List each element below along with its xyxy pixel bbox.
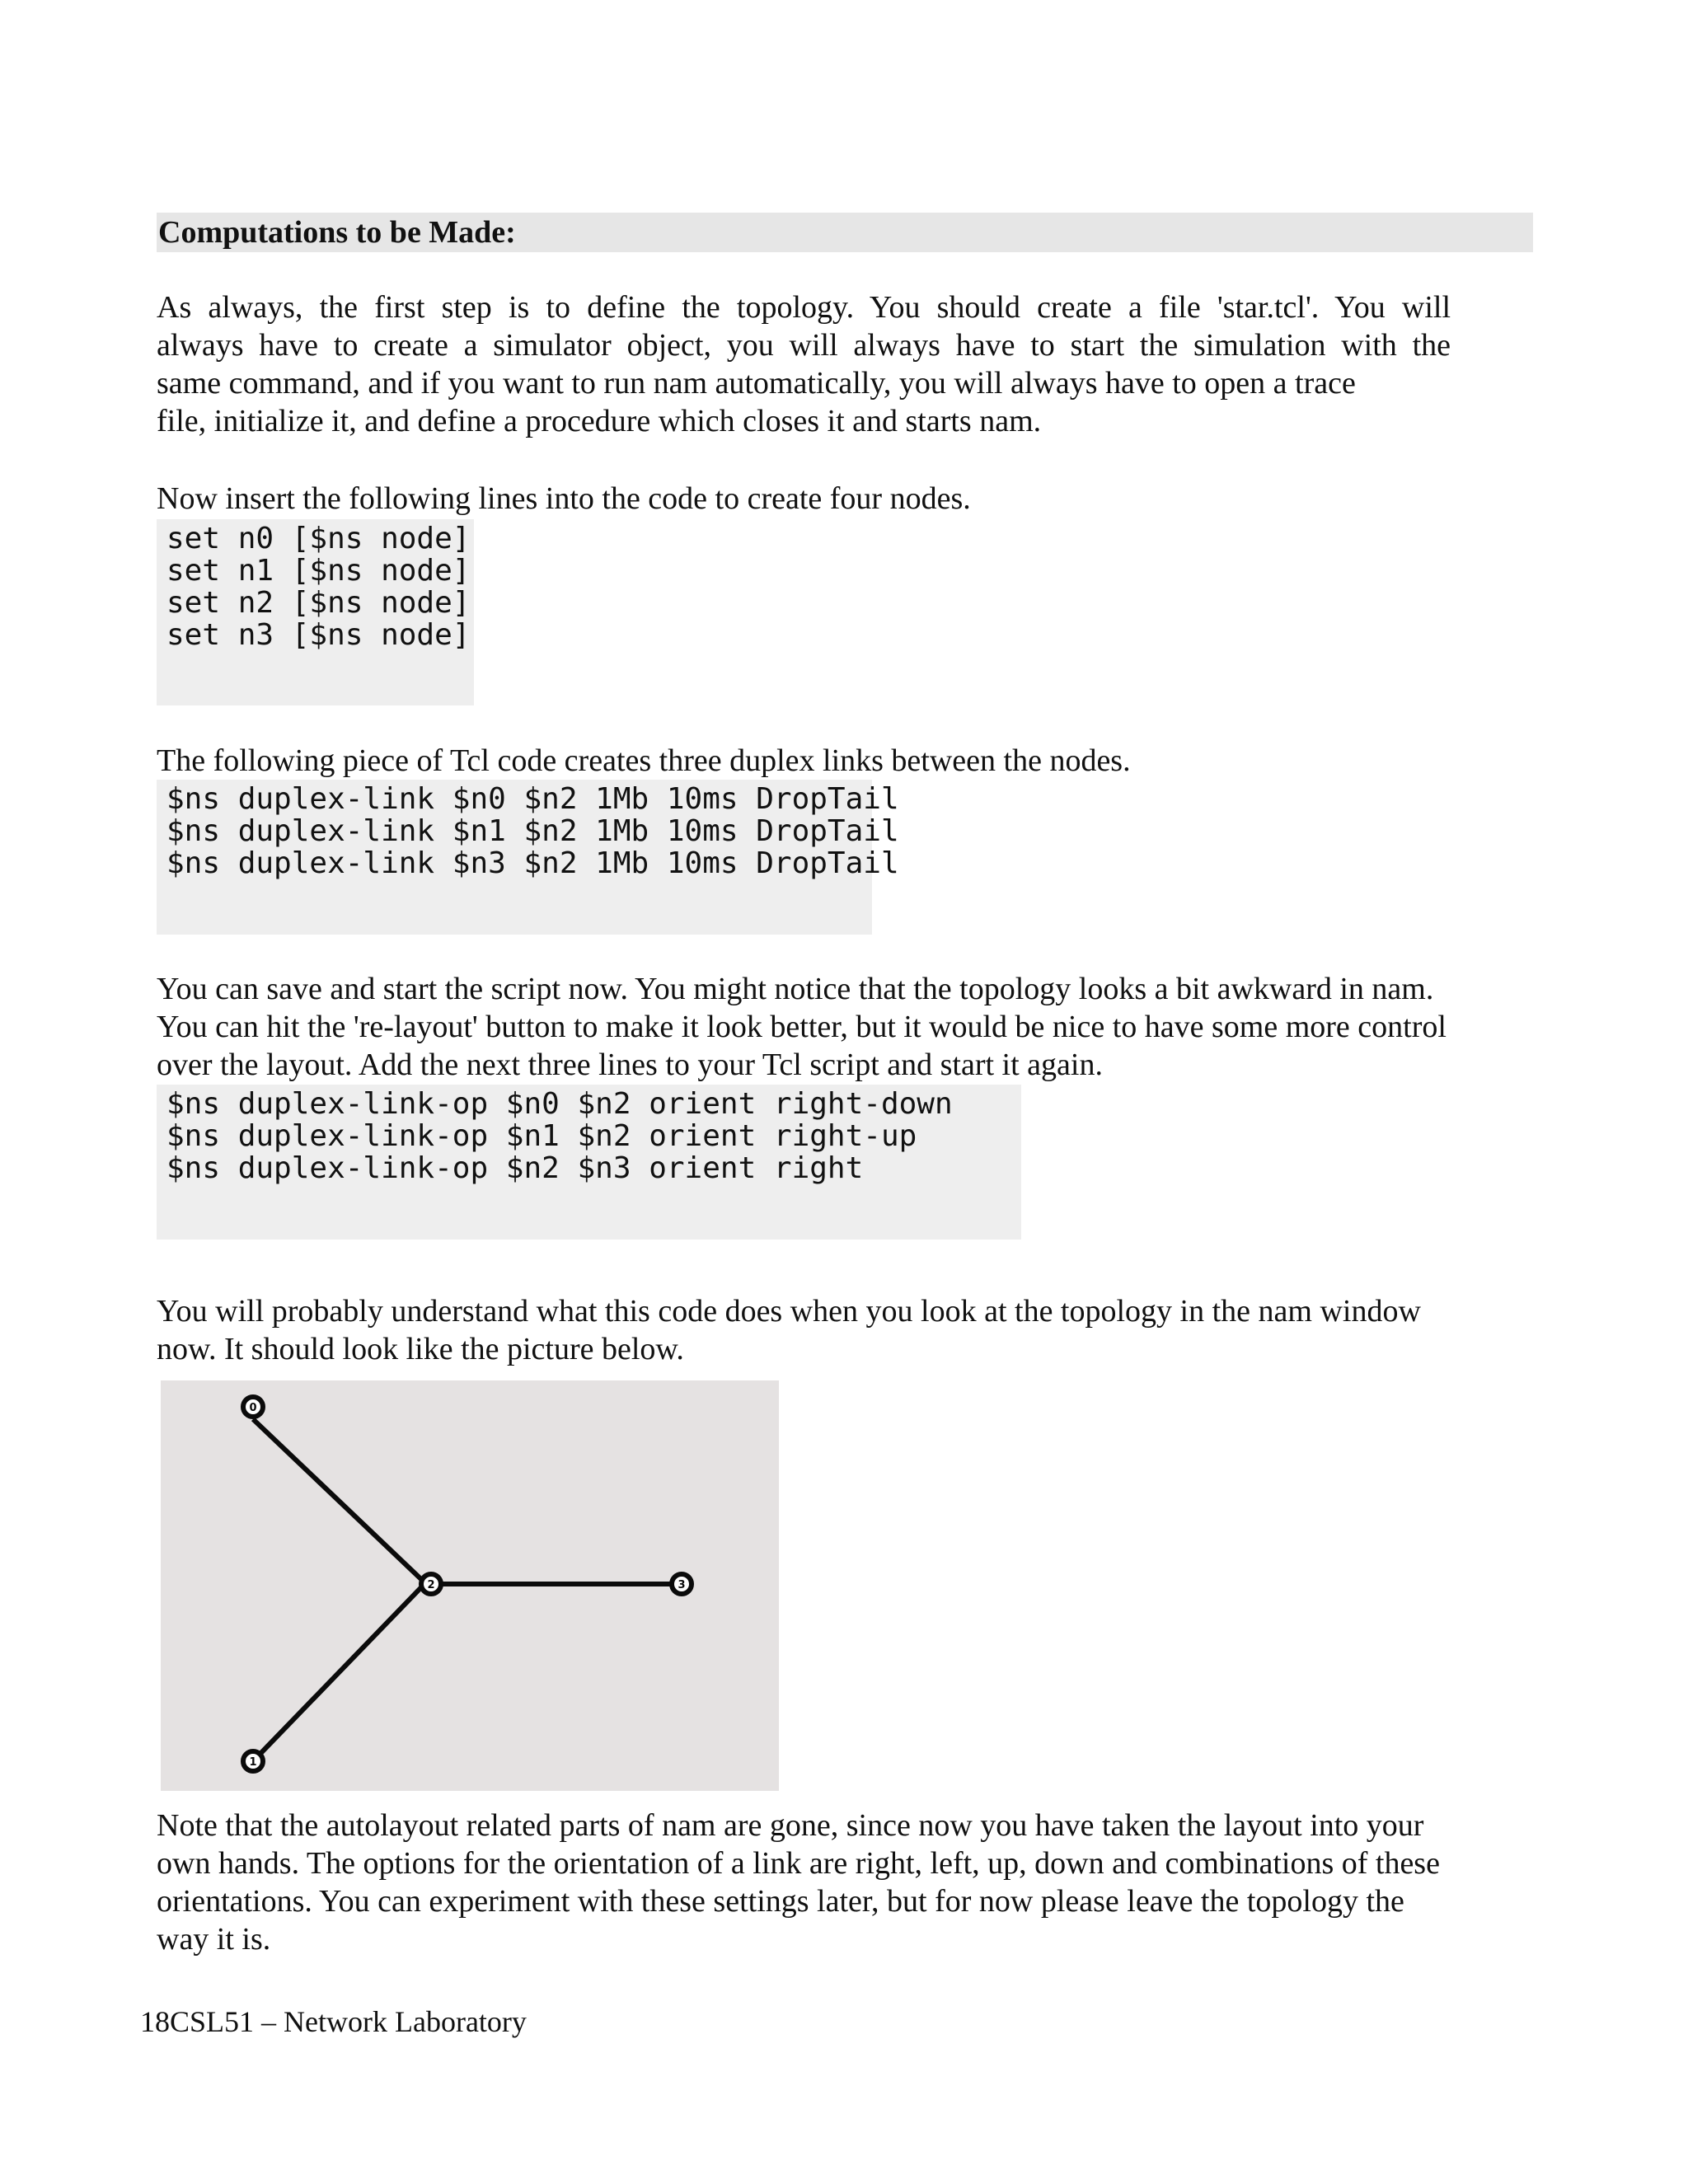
node-1	[243, 1751, 263, 1771]
code-line: $ns duplex-link-op $n1 $n2 orient right-up	[166, 1119, 917, 1153]
node-label: 2	[427, 1579, 435, 1591]
paragraph-line: As always, the first step is to define the topology. You should create a file 'star.tcl'. You will	[157, 290, 1451, 325]
paragraph-line: always have to create a simulator object, you will always have to start the simulation with the	[157, 328, 1451, 363]
code-line: set n2 [$ns node]	[166, 586, 471, 620]
page-footer: 18CSL51 – Network Laboratory	[140, 2005, 527, 2038]
paragraph-line: Note that the autolayout related parts of nam are gone, since now you have taken the layout into your	[157, 1808, 1424, 1843]
paragraph-line: way it is.	[157, 1922, 271, 1957]
node-3	[672, 1574, 692, 1594]
node-0	[243, 1397, 263, 1417]
paragraph-line: orientations. You can experiment with these settings later, but for now please leave the topology the	[157, 1884, 1404, 1919]
nodes-paragraph	[157, 480, 971, 518]
code-block-links	[157, 780, 899, 935]
paragraph-line: file, initialize it, and define a procedure which closes it and starts nam.	[157, 404, 1042, 438]
paragraph-line: The following piece of Tcl code creates three duplex links between the nodes.	[157, 743, 1131, 778]
code-line: set n0 [$ns node]	[166, 522, 471, 555]
code-line: set n1 [$ns node]	[166, 554, 471, 588]
paragraph-line: own hands. The options for the orientation of a link are right, left, up, down and combinations of these	[157, 1846, 1440, 1881]
section-heading: Computations to be Made:	[158, 215, 516, 250]
code-line: $ns duplex-link $n1 $n2 1Mb 10ms DropTail	[166, 814, 899, 848]
node-label: 3	[678, 1579, 686, 1591]
code-line: $ns duplex-link $n0 $n2 1Mb 10ms DropTail	[166, 782, 899, 816]
paragraph-line: Now insert the following lines into the code to create four nodes.	[157, 481, 971, 516]
paragraph-line: now. It should look like the picture below.	[157, 1332, 684, 1366]
code-line: $ns duplex-link $n3 $n2 1Mb 10ms DropTail	[166, 846, 899, 880]
picture-paragraph	[157, 1292, 1421, 1368]
code-line: $ns duplex-link-op $n0 $n2 orient right-down	[166, 1087, 953, 1121]
intro-paragraph	[157, 288, 1451, 440]
node-label: 0	[249, 1402, 257, 1414]
paragraph-line: You can save and start the script now. You might notice that the topology looks a bit awkward in nam.	[157, 972, 1434, 1006]
code-block-orient	[157, 1085, 1021, 1240]
paragraph-line: You will probably understand what this code does when you look at the topology in the nam window	[157, 1294, 1421, 1329]
link-n1-n2	[253, 1584, 424, 1761]
code-line: $ns duplex-link-op $n2 $n3 orient right	[166, 1151, 864, 1185]
node-label: 1	[249, 1756, 257, 1769]
code-line: set n3 [$ns node]	[166, 618, 471, 652]
code-block-nodes	[157, 519, 474, 705]
note-paragraph	[157, 1807, 1440, 1958]
paragraph-line: same command, and if you want to run nam automatically, you will always have to open a trace	[157, 366, 1356, 401]
link-n0-n2	[253, 1419, 424, 1582]
paragraph-line: You can hit the 're-layout' button to make it look better, but it would be nice to have some more control	[157, 1010, 1447, 1044]
node-2	[421, 1574, 441, 1594]
topology-diagram	[161, 1380, 779, 1791]
topology-svg	[161, 1380, 779, 1791]
paragraph-line: over the layout. Add the next three lines to your Tcl script and start it again.	[157, 1047, 1103, 1082]
layout-paragraph	[157, 970, 1447, 1084]
links-paragraph	[157, 742, 1131, 780]
